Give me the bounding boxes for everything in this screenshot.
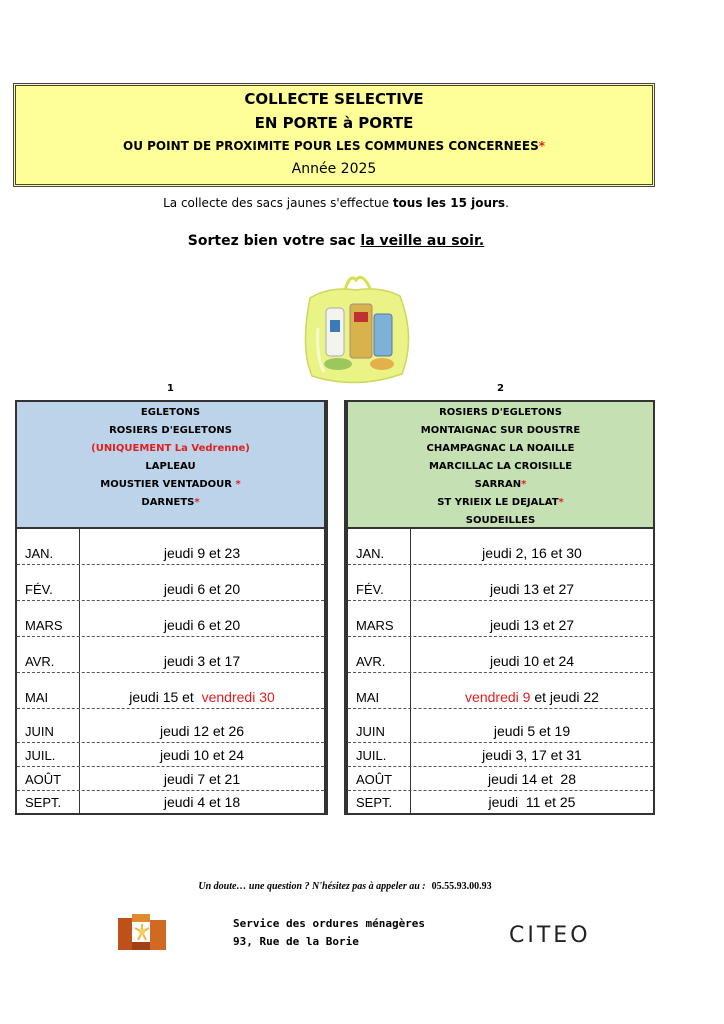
month-label: AVR. bbox=[17, 637, 80, 672]
collection-dates: jeudi 14 et 28 bbox=[488, 771, 576, 787]
column-separator bbox=[326, 400, 346, 815]
commune-item: ROSIERS D'EGLETONS bbox=[439, 407, 562, 418]
schedule-row bbox=[348, 767, 653, 791]
asterisk-marker: * bbox=[538, 139, 545, 153]
collection-dates: jeudi 15 et vendredi 30 bbox=[129, 689, 275, 705]
title-line-3: OU POINT DE PROXIMITE POUR LES COMMUNES CONCERNEES* bbox=[123, 139, 545, 153]
commune-item: LAPLEAU bbox=[145, 461, 196, 472]
collection-dates: jeudi 7 et 21 bbox=[163, 771, 241, 787]
yellow-bag-icon bbox=[290, 268, 422, 386]
collection-dates: jeudi 13 et 27 bbox=[489, 617, 575, 633]
month-label: SEPT. bbox=[348, 791, 411, 813]
schedule-row bbox=[17, 767, 324, 791]
month-label: MAI bbox=[348, 673, 411, 708]
collection-dates: jeudi 12 et 26 bbox=[159, 723, 245, 739]
collection-dates: jeudi 9 et 23 bbox=[163, 545, 241, 561]
commune-item: CHAMPAGNAC LA NOAILLE bbox=[426, 443, 575, 454]
schedule-row bbox=[348, 673, 653, 709]
collection-dates: jeudi 5 et 19 bbox=[493, 723, 571, 739]
schedule-row bbox=[17, 673, 324, 709]
month-label: JAN. bbox=[348, 529, 411, 564]
month-label: SEPT. bbox=[17, 791, 80, 813]
month-label: AOÛT bbox=[17, 767, 80, 790]
asterisk-marker: * bbox=[521, 479, 527, 490]
schedule-row bbox=[348, 709, 653, 743]
schedule-row bbox=[17, 601, 324, 637]
service-name: Service des ordures ménagères bbox=[233, 917, 426, 930]
schedule-row bbox=[17, 791, 324, 815]
title-line-1: COLLECTE SELECTIVE bbox=[244, 90, 424, 108]
group-1-number: 1 bbox=[167, 383, 174, 394]
schedule-row bbox=[17, 565, 324, 601]
schedule-row bbox=[348, 791, 653, 815]
month-label: AOÛT bbox=[348, 767, 411, 790]
commune-item: (UNIQUEMENT La Vedrenne) bbox=[91, 443, 250, 454]
collection-dates: jeudi 3 et 17 bbox=[163, 653, 241, 669]
schedule-row bbox=[348, 637, 653, 673]
commune-item: EGLETONS bbox=[140, 407, 201, 418]
commune-item: MONTAIGNAC SUR DOUSTRE bbox=[420, 425, 581, 436]
collection-dates: jeudi 10 et 24 bbox=[159, 747, 245, 763]
schedule-row bbox=[348, 743, 653, 767]
commune-item: ST YRIEIX LE DEJALAT* bbox=[437, 497, 564, 508]
commune-item: SARRAN* bbox=[474, 479, 527, 490]
month-label: MARS bbox=[348, 601, 411, 636]
reminder-text: Sortez bien votre sac la veille au soir. bbox=[187, 233, 485, 249]
schedule-row bbox=[348, 601, 653, 637]
collection-dates: jeudi 2, 16 et 30 bbox=[482, 545, 582, 561]
collection-dates: jeudi 3, 17 et 31 bbox=[482, 747, 582, 763]
commune-item: MARCILLAC LA CROISILLE bbox=[428, 461, 573, 472]
collection-dates: jeudi 6 et 20 bbox=[163, 581, 241, 597]
commune-item: ROSIERS D'EGLETONS bbox=[109, 425, 232, 436]
municipal-logo-icon bbox=[116, 912, 168, 952]
asterisk-marker: * bbox=[235, 479, 241, 490]
month-label: JUIN bbox=[348, 709, 411, 742]
group-2-schedule bbox=[346, 529, 655, 815]
month-label: AVR. bbox=[348, 637, 411, 672]
schedule-row bbox=[348, 529, 653, 565]
phone-number: 05.55.93.00.93 bbox=[431, 881, 492, 892]
commune-item: SOUDEILLES bbox=[465, 515, 536, 526]
schedule-row bbox=[17, 637, 324, 673]
group-1-schedule bbox=[15, 529, 326, 815]
collection-dates: vendredi 9 et jeudi 22 bbox=[465, 689, 599, 705]
month-label: MAI bbox=[17, 673, 80, 708]
schedule-row bbox=[17, 743, 324, 767]
title-box bbox=[13, 83, 655, 187]
commune-item: MOUSTIER VENTADOUR * bbox=[100, 479, 241, 490]
group-1-communes bbox=[15, 400, 326, 529]
month-label: JAN. bbox=[17, 529, 80, 564]
month-label: FÉV. bbox=[348, 565, 411, 600]
commune-item: DARNETS* bbox=[141, 497, 200, 508]
asterisk-marker: * bbox=[194, 497, 200, 508]
schedule-row bbox=[348, 565, 653, 601]
asterisk-marker: * bbox=[558, 497, 564, 508]
month-label: JUIL. bbox=[348, 743, 411, 766]
schedule-row bbox=[17, 709, 324, 743]
month-label: MARS bbox=[17, 601, 80, 636]
title-line-2: EN PORTE à PORTE bbox=[254, 114, 414, 132]
group-2-communes bbox=[346, 400, 655, 529]
collection-dates: jeudi 13 et 27 bbox=[489, 581, 575, 597]
collection-dates: jeudi 4 et 18 bbox=[163, 794, 241, 810]
schedule-row bbox=[17, 529, 324, 565]
month-label: JUIL. bbox=[17, 743, 80, 766]
collection-dates: jeudi 6 et 20 bbox=[163, 617, 241, 633]
collection-dates: jeudi 11 et 25 bbox=[488, 794, 576, 810]
service-street: 93, Rue de la Borie bbox=[233, 935, 359, 948]
year-label: Année 2025 bbox=[291, 161, 377, 177]
collection-dates: jeudi 10 et 24 bbox=[489, 653, 575, 669]
contact-line: Un doute… une question ? N'hésitez pas à appeler au : 05.55.93.00.93 bbox=[198, 881, 492, 892]
month-label: FÉV. bbox=[17, 565, 80, 600]
service-address bbox=[233, 915, 425, 951]
month-label: JUIN bbox=[17, 709, 80, 742]
collection-frequency-text: La collecte des sacs jaunes s'effectue tous les 15 jours. bbox=[163, 196, 509, 210]
citeo-logo: CITEO bbox=[509, 923, 591, 948]
group-2-number: 2 bbox=[497, 383, 504, 394]
